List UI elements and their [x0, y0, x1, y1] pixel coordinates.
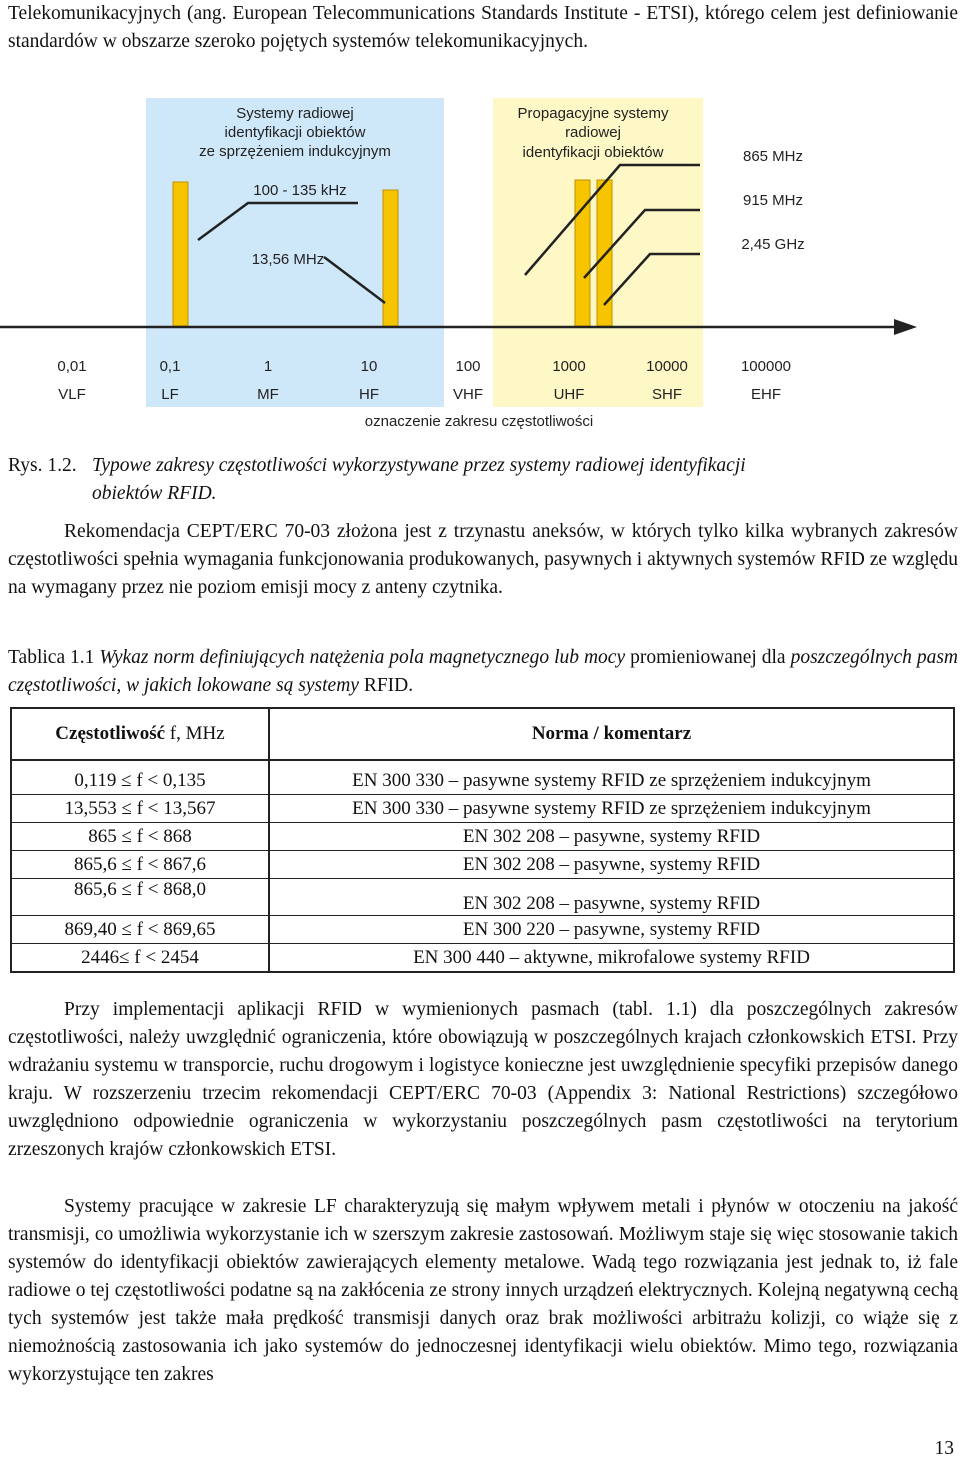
propagation-label-line2: radiowej: [565, 124, 621, 141]
norms-table: [10, 707, 955, 973]
row-frequency: 13,553 ≤ f < 13,567: [11, 795, 269, 823]
header-norm: Norma / komentarz: [269, 708, 954, 760]
range-shf: SHF: [652, 386, 682, 403]
axis-arrow-icon: [894, 319, 917, 335]
intro-paragraph: Telekomunikacyjnych (ang. European Telecommunications Standards Institute - ETSI), którego celem jest definiowanie standardów w obszarze szeroko pojętych systemów telekomunikacyjnych.: [8, 3, 958, 52]
lf-band-bar: [173, 182, 188, 326]
tick-100000: 100000: [740, 358, 792, 375]
table-row: [11, 944, 954, 973]
caption-text-line1: Typowe zakresy częstotliwości wykorzystywane przez systemy radiowej identyfikacji: [92, 455, 746, 476]
axis-label: oznaczenie zakresu częstotliwości: [364, 413, 594, 430]
table-row: [11, 795, 954, 823]
row-norm: EN 302 208 – pasywne, systemy RFID: [269, 851, 954, 879]
inductive-label-line1: Systemy radiowej: [236, 105, 354, 122]
range-hf: HF: [359, 386, 379, 403]
tick-001: 0,01: [57, 358, 87, 375]
row-frequency: 865,6 ≤ f < 868,0: [11, 879, 269, 916]
range-lf: LF: [161, 386, 179, 403]
band-100-135-label: 100 - 135 kHz: [253, 182, 347, 199]
row-frequency: 869,40 ≤ f < 869,65: [11, 916, 269, 944]
frequency-diagram: [0, 96, 960, 436]
header-frequency: Częstotliwość f, MHz: [11, 708, 269, 760]
table-title-plain2: RFID.: [363, 675, 414, 696]
paragraph-recommendation: Rekomendacja CEPT/ERC 70-03 złożona jest z trzynastu aneksów, w których tylko kilka wybranych zakresów częstotliwości spełnia wymagania funkcjonowania produkowanych, pasywnych i aktywnych systemów RFID ze względu na wymagany przez nie poziom emisji mocy z anteny czytnika.: [8, 521, 958, 598]
caption-number: Rys. 1.2.: [8, 455, 77, 476]
table-title-number: Tablica 1.1: [8, 647, 95, 668]
row-norm: EN 302 208 – pasywne, systemy RFID: [269, 823, 954, 851]
table-header-row: [11, 708, 954, 760]
row-norm: EN 302 208 – pasywne, systemy RFID: [269, 879, 954, 916]
range-uhf: UHF: [553, 386, 585, 403]
row-frequency: 2446≤ f < 2454: [11, 944, 269, 973]
table-row: [11, 823, 954, 851]
row-frequency: 865,6 ≤ f < 867,6: [11, 851, 269, 879]
table-title-italic2: poszczególnych pasm częstotliwości, w jakich lokowane są systemy: [8, 647, 958, 696]
row-norm: EN 300 220 – pasywne, systemy RFID: [269, 916, 954, 944]
table-title: [8, 644, 958, 700]
band-865-label: 865 MHz: [742, 148, 804, 165]
row-frequency: 865 ≤ f < 868: [11, 823, 269, 851]
range-vlf: VLF: [58, 386, 86, 403]
tick-10: 10: [360, 358, 378, 375]
band-915-label: 915 MHz: [742, 192, 804, 209]
tick-100: 100: [455, 358, 481, 375]
propagation-label-line3: identyfikacji obiektów: [522, 144, 664, 161]
paragraph-lf-systems: Systemy pracujące w zakresie LF charakteryzują się małym wpływem metali i płynów w otoczeniu na jakość transmisji, co umożliwia wykorzystanie ich w szerszym zakresie zastosowań. Możliwym staje się więc stosowanie takich systemów do identyfikacji obiektów zawierających elementy metalowe. Wadą tego rozwiązania jest jednak to, iż fale radiowe o tej częstotliwości podatne są na zakłócenia ze strony innych urządzeń elektrycznych. Kolejną negatywną cechą tych systemów jest także mała prędkość transmisji danych oraz brak możliwości arbitrażu kolizji, co wiąże się z niemożnością zastosowania ich jako systemów do jednoczesnej identyfikacji wielu obiektów. Mimo tego, rozwiązania wykorzystujące ten zakres: [8, 1196, 958, 1385]
table-row: [11, 760, 954, 795]
table-row: [11, 879, 954, 916]
band-1356-label: 13,56 MHz: [251, 251, 325, 268]
table-title-italic1: Wykaz norm definiujących natężenia pola magnetycznego lub mocy: [99, 647, 626, 668]
row-frequency: 0,119 ≤ f < 0,135: [11, 760, 269, 795]
tick-1: 1: [263, 358, 273, 375]
paragraph-implementation: Przy implementacji aplikacji RFID w wymienionych pasmach (tabl. 1.1) dla poszczególnych zakresów częstotliwości, należy uwzględnić ograniczenia, które obowiązują w poszczególnych krajach członkowskich ETSI. Przy wdrażaniu systemu w transporcie, ruchu drogowym i logistyce konieczne jest uwzględnienie specyfiki przepisów danego kraju. W rozszerzeniu trzecim rekomendacji CEPT/ERC 70-03 (Appendix 3: National Restrictions) szczegółowo uwzględniono odpowiednie ograniczenia w wykorzystaniu poszczególnych pasm częstotliwości na terytorium zrzeszonych krajów członkowskich ETSI.: [8, 999, 958, 1160]
range-ehf: EHF: [751, 386, 781, 403]
range-vhf: VHF: [453, 386, 483, 403]
inductive-label-line2: identyfikacji obiektów: [224, 124, 366, 141]
row-norm: EN 300 330 – pasywne systemy RFID ze sprzężeniem indukcyjnym: [269, 795, 954, 823]
inductive-label-line3: ze sprzężeniem indukcyjnym: [199, 143, 391, 160]
tick-01: 0,1: [159, 358, 181, 375]
table-title-plain1: promieniowanej dla: [630, 647, 786, 668]
table-row: [11, 916, 954, 944]
page-number: 13: [934, 1438, 954, 1459]
tick-1000: 1000: [552, 358, 586, 375]
figure-caption: [8, 452, 958, 508]
table-row: [11, 851, 954, 879]
propagation-label-line1: Propagacyjne systemy: [517, 105, 669, 122]
band-245-label: 2,45 GHz: [741, 236, 805, 253]
tick-10000: 10000: [646, 358, 688, 375]
caption-text-line2: obiektów RFID.: [92, 483, 217, 504]
hf-band-bar: [383, 190, 398, 326]
row-norm: EN 300 440 – aktywne, mikrofalowe systemy RFID: [269, 944, 954, 973]
range-mf: MF: [257, 386, 279, 403]
row-norm: EN 300 330 – pasywne systemy RFID ze sprzężeniem indukcyjnym: [269, 760, 954, 795]
